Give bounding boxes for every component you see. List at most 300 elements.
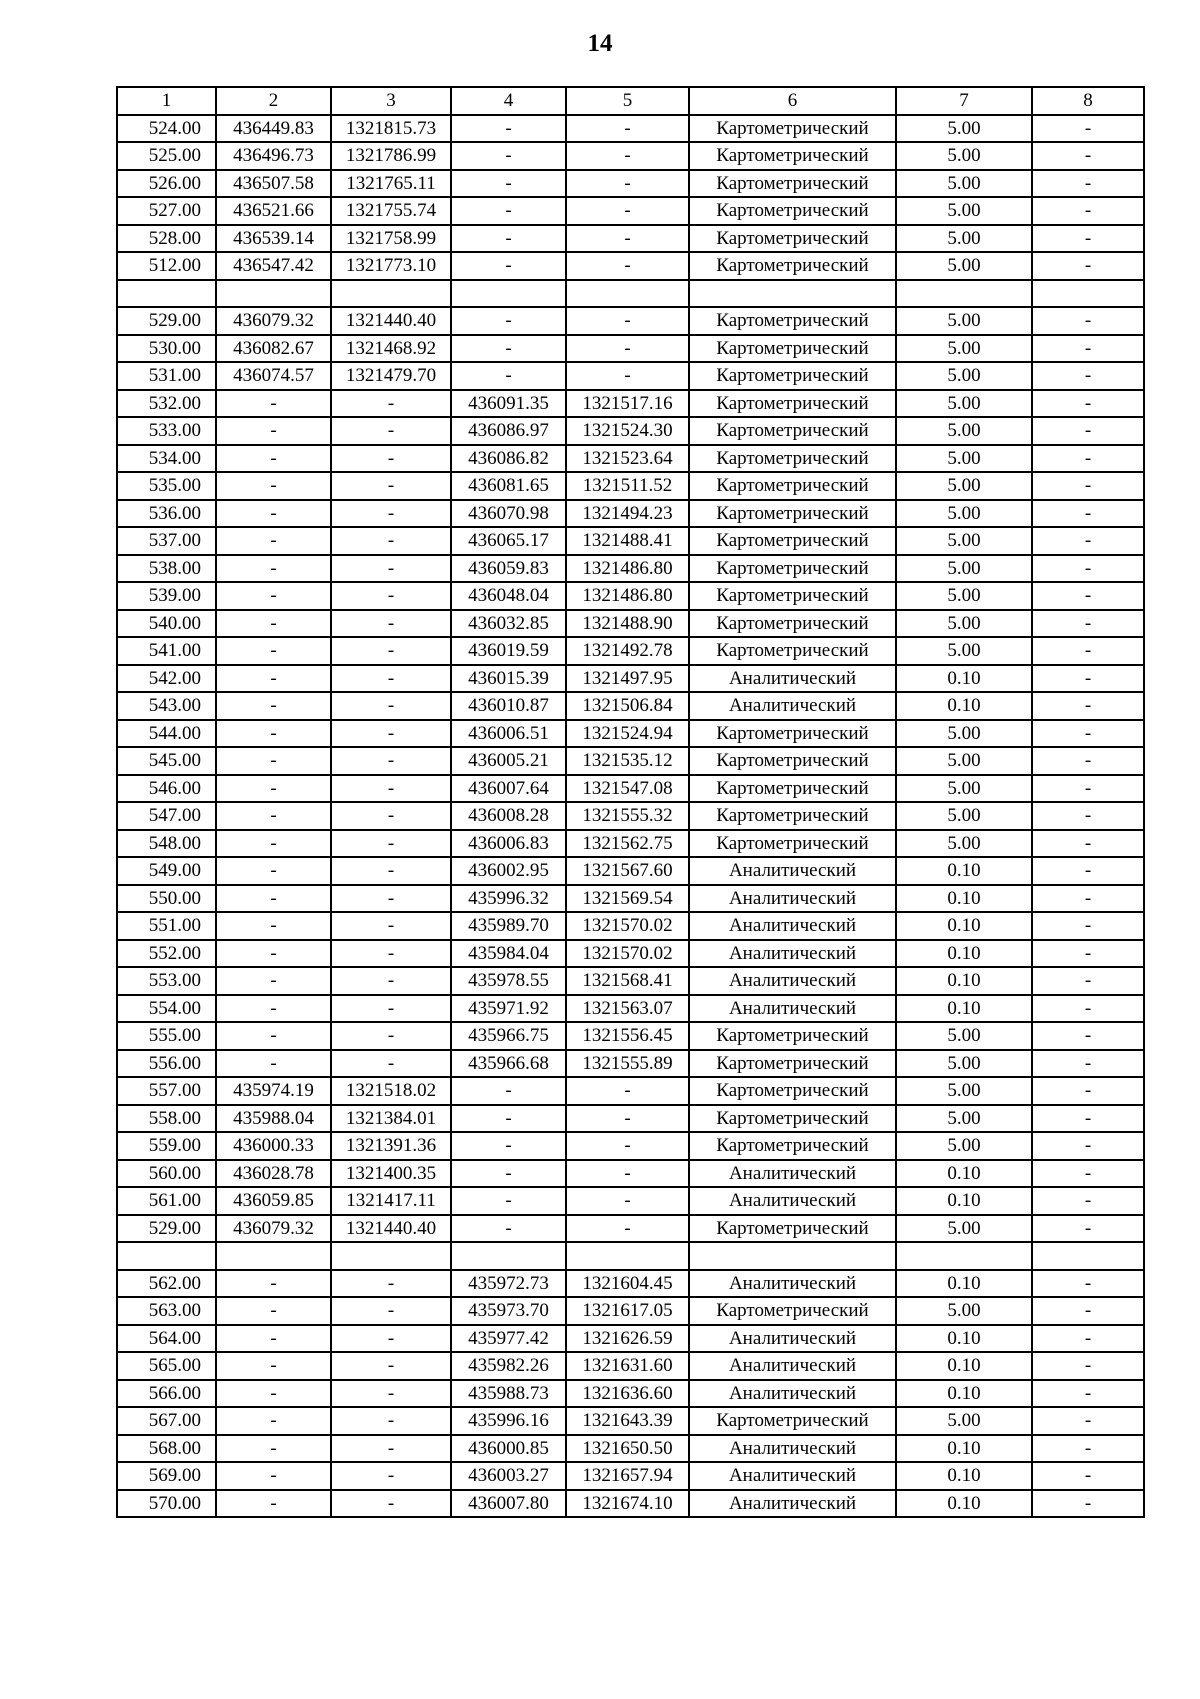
table-cell: - [216, 995, 331, 1023]
table-cell: 546.00 [117, 775, 216, 803]
table-cell: 5.00 [896, 362, 1032, 390]
column-header: 8 [1032, 87, 1144, 115]
table-cell: - [1032, 1380, 1144, 1408]
table-cell: 435996.16 [451, 1407, 566, 1435]
table-cell: - [331, 1490, 451, 1518]
table-cell: - [451, 252, 566, 280]
table-cell: Картометрический [689, 500, 896, 528]
table-cell: 530.00 [117, 335, 216, 363]
header-row [117, 87, 1144, 115]
table-cell: 563.00 [117, 1297, 216, 1325]
table-cell: - [331, 802, 451, 830]
table-cell: 436521.66 [216, 197, 331, 225]
table-cell: 436006.83 [451, 830, 566, 858]
table-cell: 1321636.60 [566, 1380, 689, 1408]
table-cell: 436065.17 [451, 527, 566, 555]
table-cell: 1321570.02 [566, 940, 689, 968]
table-cell: - [1032, 142, 1144, 170]
table-cell: Аналитический [689, 1435, 896, 1463]
table-cell: - [1032, 995, 1144, 1023]
column-header: 5 [566, 87, 689, 115]
table-cell: 5.00 [896, 747, 1032, 775]
table-cell: - [1032, 720, 1144, 748]
table-cell: Картометрический [689, 830, 896, 858]
table-row [117, 610, 1144, 638]
table-cell: 1321486.80 [566, 555, 689, 583]
table-cell: - [566, 1077, 689, 1105]
table-cell: 549.00 [117, 857, 216, 885]
table-cell: 436079.32 [216, 1215, 331, 1243]
table-row [117, 1132, 1144, 1160]
table-cell: 1321643.39 [566, 1407, 689, 1435]
table-row [117, 197, 1144, 225]
table-cell: - [216, 692, 331, 720]
table-cell: - [1032, 362, 1144, 390]
table-cell: 436507.58 [216, 170, 331, 198]
table-cell: - [1032, 417, 1144, 445]
table-cell: 541.00 [117, 637, 216, 665]
table-cell: - [1032, 802, 1144, 830]
table-cell: - [216, 830, 331, 858]
table-cell: Аналитический [689, 1380, 896, 1408]
table-row [117, 527, 1144, 555]
table-cell: 524.00 [117, 115, 216, 143]
table-cell: - [331, 555, 451, 583]
table-cell: 5.00 [896, 610, 1032, 638]
table-row [117, 1435, 1144, 1463]
table-cell: - [1032, 390, 1144, 418]
table-cell: - [1032, 912, 1144, 940]
table-cell: 5.00 [896, 225, 1032, 253]
table-cell: 436007.80 [451, 1490, 566, 1518]
table-cell: 1321494.23 [566, 500, 689, 528]
table-row [117, 1077, 1144, 1105]
table-cell: - [1032, 857, 1144, 885]
table-cell: 559.00 [117, 1132, 216, 1160]
table-cell: - [331, 1352, 451, 1380]
table-cell: 1321765.11 [331, 170, 451, 198]
table-cell: - [1032, 252, 1144, 280]
table-cell: Аналитический [689, 1160, 896, 1188]
table-row [117, 417, 1144, 445]
table-cell: 568.00 [117, 1435, 216, 1463]
table-cell: 1321570.02 [566, 912, 689, 940]
table-cell: 436091.35 [451, 390, 566, 418]
table-cell: - [216, 637, 331, 665]
table-cell: 436070.98 [451, 500, 566, 528]
table-cell: 0.10 [896, 665, 1032, 693]
table-cell: 1321563.07 [566, 995, 689, 1023]
table-row [117, 1325, 1144, 1353]
table-cell: - [216, 1022, 331, 1050]
table-cell: 1321604.45 [566, 1270, 689, 1298]
table-cell: 0.10 [896, 1160, 1032, 1188]
table-cell: - [1032, 170, 1144, 198]
table-cell: 0.10 [896, 692, 1032, 720]
table-cell: Картометрический [689, 1105, 896, 1133]
table-cell: 534.00 [117, 445, 216, 473]
table-cell: - [331, 1050, 451, 1078]
table-cell: 1321617.05 [566, 1297, 689, 1325]
table-row [117, 1462, 1144, 1490]
table-cell: 560.00 [117, 1160, 216, 1188]
table-cell: 436015.39 [451, 665, 566, 693]
table-cell: 553.00 [117, 967, 216, 995]
table-row [117, 1187, 1144, 1215]
table-cell: - [216, 802, 331, 830]
table-cell: 436081.65 [451, 472, 566, 500]
table-cell: - [331, 967, 451, 995]
table-cell: - [566, 1105, 689, 1133]
table-cell: 1321555.89 [566, 1050, 689, 1078]
table-row [117, 362, 1144, 390]
table-cell: 436000.85 [451, 1435, 566, 1463]
table-cell: 5.00 [896, 142, 1032, 170]
table-cell: - [451, 1215, 566, 1243]
table-cell: Картометрический [689, 1077, 896, 1105]
table-cell: 0.10 [896, 1187, 1032, 1215]
column-header: 3 [331, 87, 451, 115]
table-cell: 1321535.12 [566, 747, 689, 775]
table-cell: - [331, 747, 451, 775]
table-cell: Картометрический [689, 335, 896, 363]
column-header: 6 [689, 87, 896, 115]
table-cell: - [1032, 1435, 1144, 1463]
table-cell: Картометрический [689, 1297, 896, 1325]
table-cell: 543.00 [117, 692, 216, 720]
table-cell: Аналитический [689, 857, 896, 885]
table-cell: Картометрический [689, 582, 896, 610]
table-cell: 1321497.95 [566, 665, 689, 693]
table-cell: - [1032, 500, 1144, 528]
table-cell: Аналитический [689, 692, 896, 720]
table-cell: - [451, 1187, 566, 1215]
table-cell: Аналитический [689, 940, 896, 968]
table-cell: 436048.04 [451, 582, 566, 610]
table-cell: 5.00 [896, 1215, 1032, 1243]
table-cell: - [331, 665, 451, 693]
table-cell: 436005.21 [451, 747, 566, 775]
table-cell: - [216, 472, 331, 500]
table-cell: 5.00 [896, 500, 1032, 528]
table-cell: Картометрический [689, 1022, 896, 1050]
table-cell: 1321773.10 [331, 252, 451, 280]
table-cell: 1321517.16 [566, 390, 689, 418]
table-cell: - [331, 610, 451, 638]
table-cell: 5.00 [896, 445, 1032, 473]
table-cell: Картометрический [689, 1050, 896, 1078]
table-cell: - [216, 1270, 331, 1298]
table-cell: - [216, 1352, 331, 1380]
table-cell: Картометрический [689, 555, 896, 583]
table-cell: Картометрический [689, 142, 896, 170]
table-cell: 5.00 [896, 472, 1032, 500]
table-cell: 0.10 [896, 1435, 1032, 1463]
table-cell: 1321547.08 [566, 775, 689, 803]
table-row [117, 445, 1144, 473]
table-cell [566, 1242, 689, 1270]
table-row [117, 857, 1144, 885]
table-cell: - [1032, 197, 1144, 225]
table-cell: 0.10 [896, 1462, 1032, 1490]
table-cell: 0.10 [896, 1380, 1032, 1408]
table-row [117, 665, 1144, 693]
table-cell: 562.00 [117, 1270, 216, 1298]
table-cell: - [451, 170, 566, 198]
table-cell: - [216, 912, 331, 940]
table-cell: Картометрический [689, 775, 896, 803]
table-cell: - [331, 527, 451, 555]
table-row [117, 912, 1144, 940]
table-cell: 558.00 [117, 1105, 216, 1133]
table-row [117, 307, 1144, 335]
table-cell: 1321524.30 [566, 417, 689, 445]
table-cell: - [331, 1297, 451, 1325]
table-row [117, 500, 1144, 528]
table-row [117, 885, 1144, 913]
table-cell: - [216, 940, 331, 968]
table-cell: - [216, 1407, 331, 1435]
table-cell: - [1032, 1352, 1144, 1380]
table-cell: 436010.87 [451, 692, 566, 720]
table-cell: 5.00 [896, 720, 1032, 748]
table-cell: - [1032, 527, 1144, 555]
table-cell: 538.00 [117, 555, 216, 583]
table-cell: 435966.75 [451, 1022, 566, 1050]
table-cell: - [451, 1077, 566, 1105]
table-cell: 5.00 [896, 252, 1032, 280]
table-cell: 1321479.70 [331, 362, 451, 390]
table-row [117, 582, 1144, 610]
table-cell: - [331, 1325, 451, 1353]
table-cell: 5.00 [896, 582, 1032, 610]
table-cell: - [566, 1160, 689, 1188]
table-row [117, 390, 1144, 418]
table-cell: 5.00 [896, 527, 1032, 555]
table-cell: 436082.67 [216, 335, 331, 363]
column-header: 1 [117, 87, 216, 115]
table-cell: - [1032, 1270, 1144, 1298]
table-cell: 435977.42 [451, 1325, 566, 1353]
table-cell: 436449.83 [216, 115, 331, 143]
table-cell: 435996.32 [451, 885, 566, 913]
table-cell: 435966.68 [451, 1050, 566, 1078]
table-cell: 435971.92 [451, 995, 566, 1023]
table-cell: - [331, 1022, 451, 1050]
table-cell: - [331, 940, 451, 968]
page-number: 14 [587, 30, 613, 57]
table-cell: 5.00 [896, 637, 1032, 665]
table-row [117, 720, 1144, 748]
table-cell: 5.00 [896, 307, 1032, 335]
table-cell: 556.00 [117, 1050, 216, 1078]
table-cell: 436074.57 [216, 362, 331, 390]
table-cell: - [1032, 1187, 1144, 1215]
coordinates-table [116, 86, 1145, 1518]
table-cell: 436002.95 [451, 857, 566, 885]
table-cell [216, 280, 331, 308]
table-cell: 5.00 [896, 1077, 1032, 1105]
table-cell: 436496.73 [216, 142, 331, 170]
table-cell: Аналитический [689, 885, 896, 913]
table-cell: Картометрический [689, 747, 896, 775]
table-cell: Картометрический [689, 637, 896, 665]
table-cell: - [566, 335, 689, 363]
table-cell: 435988.04 [216, 1105, 331, 1133]
table-row [117, 1297, 1144, 1325]
table-cell: Аналитический [689, 665, 896, 693]
table-cell: Картометрический [689, 417, 896, 445]
table-cell: - [216, 747, 331, 775]
table-cell: 5.00 [896, 1050, 1032, 1078]
table-cell [896, 1242, 1032, 1270]
table-cell: 1321518.02 [331, 1077, 451, 1105]
table-cell: - [216, 610, 331, 638]
table-cell: 567.00 [117, 1407, 216, 1435]
table-cell: - [331, 1435, 451, 1463]
table-body [117, 87, 1144, 1517]
table-cell: 1321569.54 [566, 885, 689, 913]
table-cell: 435989.70 [451, 912, 566, 940]
table-cell: 435984.04 [451, 940, 566, 968]
table-cell: - [451, 142, 566, 170]
table-cell: Аналитический [689, 1490, 896, 1518]
table-cell: 1321524.94 [566, 720, 689, 748]
table-cell: - [1032, 472, 1144, 500]
table-cell: - [1032, 1077, 1144, 1105]
table-cell: 5.00 [896, 802, 1032, 830]
table-cell: - [331, 1270, 451, 1298]
table-cell: 1321674.10 [566, 1490, 689, 1518]
table-cell: - [451, 1160, 566, 1188]
table-cell: Картометрический [689, 197, 896, 225]
table-cell: 1321417.11 [331, 1187, 451, 1215]
table-row [117, 637, 1144, 665]
table-cell: Картометрический [689, 390, 896, 418]
table-row [117, 1490, 1144, 1518]
table-cell: 436007.64 [451, 775, 566, 803]
table-cell: 564.00 [117, 1325, 216, 1353]
table-cell: 535.00 [117, 472, 216, 500]
table-cell: - [331, 857, 451, 885]
table-cell: - [566, 115, 689, 143]
table-cell [216, 1242, 331, 1270]
table-cell: - [216, 1380, 331, 1408]
table-cell: 531.00 [117, 362, 216, 390]
table-cell: Картометрический [689, 225, 896, 253]
table-cell: 5.00 [896, 1132, 1032, 1160]
table-cell: 436059.85 [216, 1187, 331, 1215]
table-cell: 1321631.60 [566, 1352, 689, 1380]
table-cell: 436059.83 [451, 555, 566, 583]
table-cell: 0.10 [896, 995, 1032, 1023]
table-cell: 1321511.52 [566, 472, 689, 500]
table-cell: Картометрический [689, 720, 896, 748]
table-cell: - [331, 637, 451, 665]
table-cell: 548.00 [117, 830, 216, 858]
table-cell: Картометрический [689, 445, 896, 473]
table-cell: - [331, 445, 451, 473]
table-cell: 1321567.60 [566, 857, 689, 885]
table-cell: 436086.82 [451, 445, 566, 473]
table-cell: - [331, 995, 451, 1023]
table-cell: Картометрический [689, 115, 896, 143]
table-cell: Аналитический [689, 1187, 896, 1215]
table-cell: 5.00 [896, 775, 1032, 803]
table-cell: 5.00 [896, 1407, 1032, 1435]
table-cell: 0.10 [896, 1325, 1032, 1353]
table-cell: 435988.73 [451, 1380, 566, 1408]
table-cell: - [1032, 225, 1144, 253]
table-cell: - [331, 472, 451, 500]
table-cell: 436079.32 [216, 307, 331, 335]
table-cell: - [216, 527, 331, 555]
table-row [117, 1380, 1144, 1408]
table-cell: - [1032, 610, 1144, 638]
table-row [117, 940, 1144, 968]
table-cell: - [1032, 830, 1144, 858]
table-cell: - [451, 1132, 566, 1160]
table-cell: - [331, 500, 451, 528]
table-cell: - [451, 197, 566, 225]
table-cell: 436019.59 [451, 637, 566, 665]
table-cell: - [1032, 555, 1144, 583]
table-cell: - [451, 225, 566, 253]
table-row [117, 142, 1144, 170]
table-cell: - [1032, 1160, 1144, 1188]
table-cell: 436000.33 [216, 1132, 331, 1160]
table-cell: - [216, 390, 331, 418]
table-cell: - [1032, 582, 1144, 610]
table-row [117, 995, 1144, 1023]
table-cell: - [1032, 115, 1144, 143]
table-cell: - [331, 912, 451, 940]
table-cell: - [331, 885, 451, 913]
table-cell: 435978.55 [451, 967, 566, 995]
table-row [117, 692, 1144, 720]
table-cell: 537.00 [117, 527, 216, 555]
table-cell: 1321440.40 [331, 307, 451, 335]
table-cell [451, 280, 566, 308]
table-cell: 554.00 [117, 995, 216, 1023]
table-row [117, 115, 1144, 143]
table-cell: 436539.14 [216, 225, 331, 253]
table-cell: 0.10 [896, 940, 1032, 968]
table-cell: 1321523.64 [566, 445, 689, 473]
table-cell: - [331, 582, 451, 610]
table-cell: 0.10 [896, 857, 1032, 885]
table-cell: Картометрический [689, 802, 896, 830]
table-cell: 512.00 [117, 252, 216, 280]
table-cell: 435982.26 [451, 1352, 566, 1380]
table-cell: 1321556.45 [566, 1022, 689, 1050]
table-cell: 1321626.59 [566, 1325, 689, 1353]
table-cell: 551.00 [117, 912, 216, 940]
table-cell: 569.00 [117, 1462, 216, 1490]
table-cell: - [331, 775, 451, 803]
table-row [117, 335, 1144, 363]
table-row [117, 802, 1144, 830]
table-cell: 542.00 [117, 665, 216, 693]
table-cell: 550.00 [117, 885, 216, 913]
table-cell: - [1032, 445, 1144, 473]
table-cell: 555.00 [117, 1022, 216, 1050]
table-cell: Аналитический [689, 1352, 896, 1380]
table-row [117, 1022, 1144, 1050]
table-row [117, 1242, 1144, 1270]
table-cell: - [566, 307, 689, 335]
table-cell: 0.10 [896, 967, 1032, 995]
